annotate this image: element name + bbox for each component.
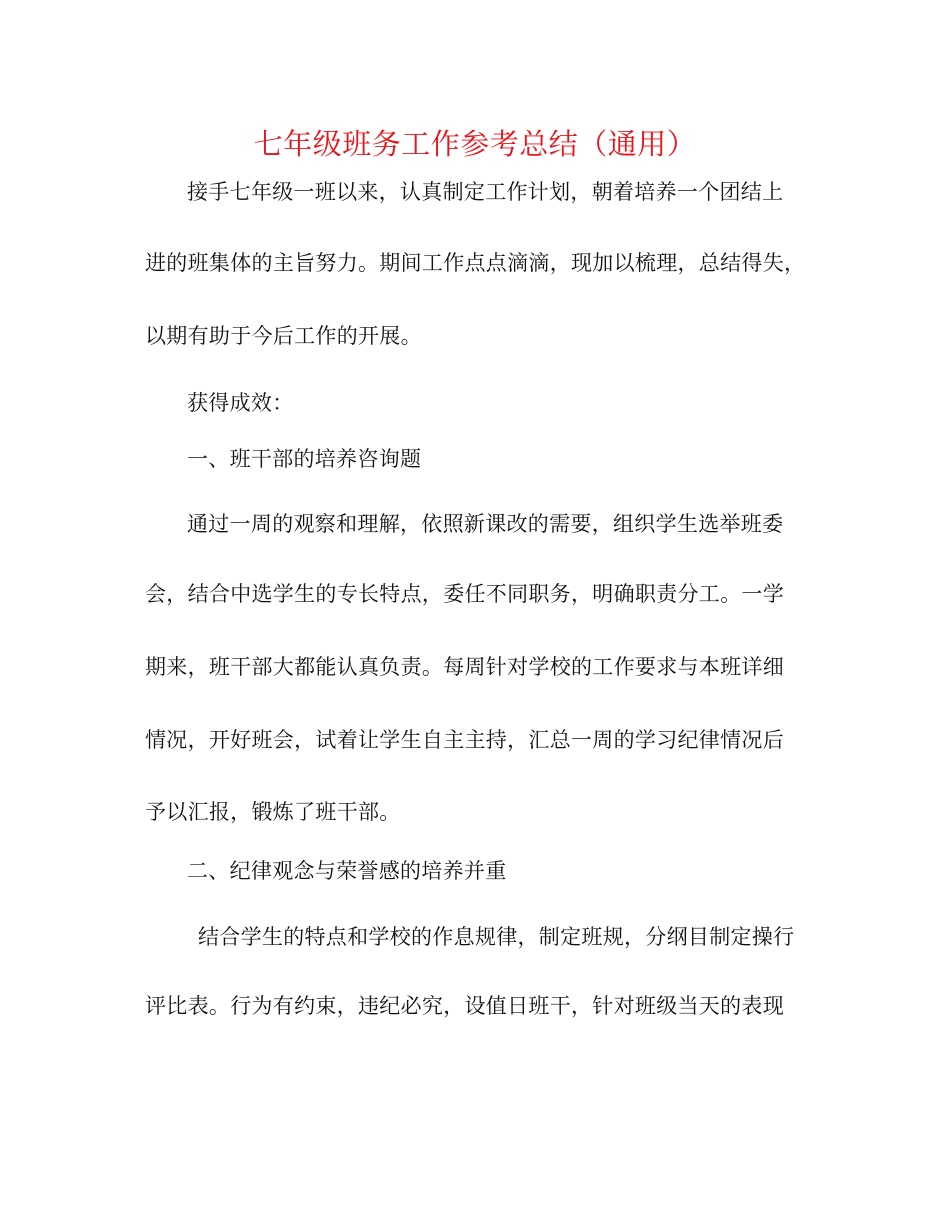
section-heading: 一、班干部的培养咨询题	[187, 447, 422, 471]
paragraph-line: 评比表。行为有约束，违纪必究，设值日班干，针对班级当天的表现	[145, 994, 784, 1018]
paragraph-line: 接手七年级一班以来，认真制定工作计划，朝着培养一个团结上	[187, 180, 784, 204]
section-heading: 二、纪律观念与荣誉感的培养并重	[187, 859, 507, 883]
document-title: 七年级班务工作参考总结（通用）	[253, 127, 697, 161]
paragraph-line: 期来，班干部大都能认真负责。每周针对学校的工作要求与本班详细	[145, 655, 784, 679]
paragraph-line: 予以汇报，锻炼了班干部。	[145, 800, 401, 824]
paragraph-line: 通过一周的观察和理解，依照新课改的需要，组织学生选举班委	[187, 512, 784, 536]
paragraph-line: 以期有助于今后工作的开展。	[145, 324, 422, 348]
section-heading: 获得成效：	[187, 391, 294, 415]
paragraph-line: 会，结合中选学生的专长特点，委任不同职务，明确职责分工。一学	[145, 582, 784, 606]
paragraph-line: 情况，开好班会，试着让学生自主主持，汇总一周的学习纪律情况后	[145, 728, 784, 752]
paragraph-line: 进的班集体的主旨努力。期间工作点点滴滴，现加以梳理，总结得失，	[145, 251, 806, 275]
paragraph-line: 结合学生的特点和学校的作息规律，制定班规，分纲目制定操行	[198, 925, 795, 949]
